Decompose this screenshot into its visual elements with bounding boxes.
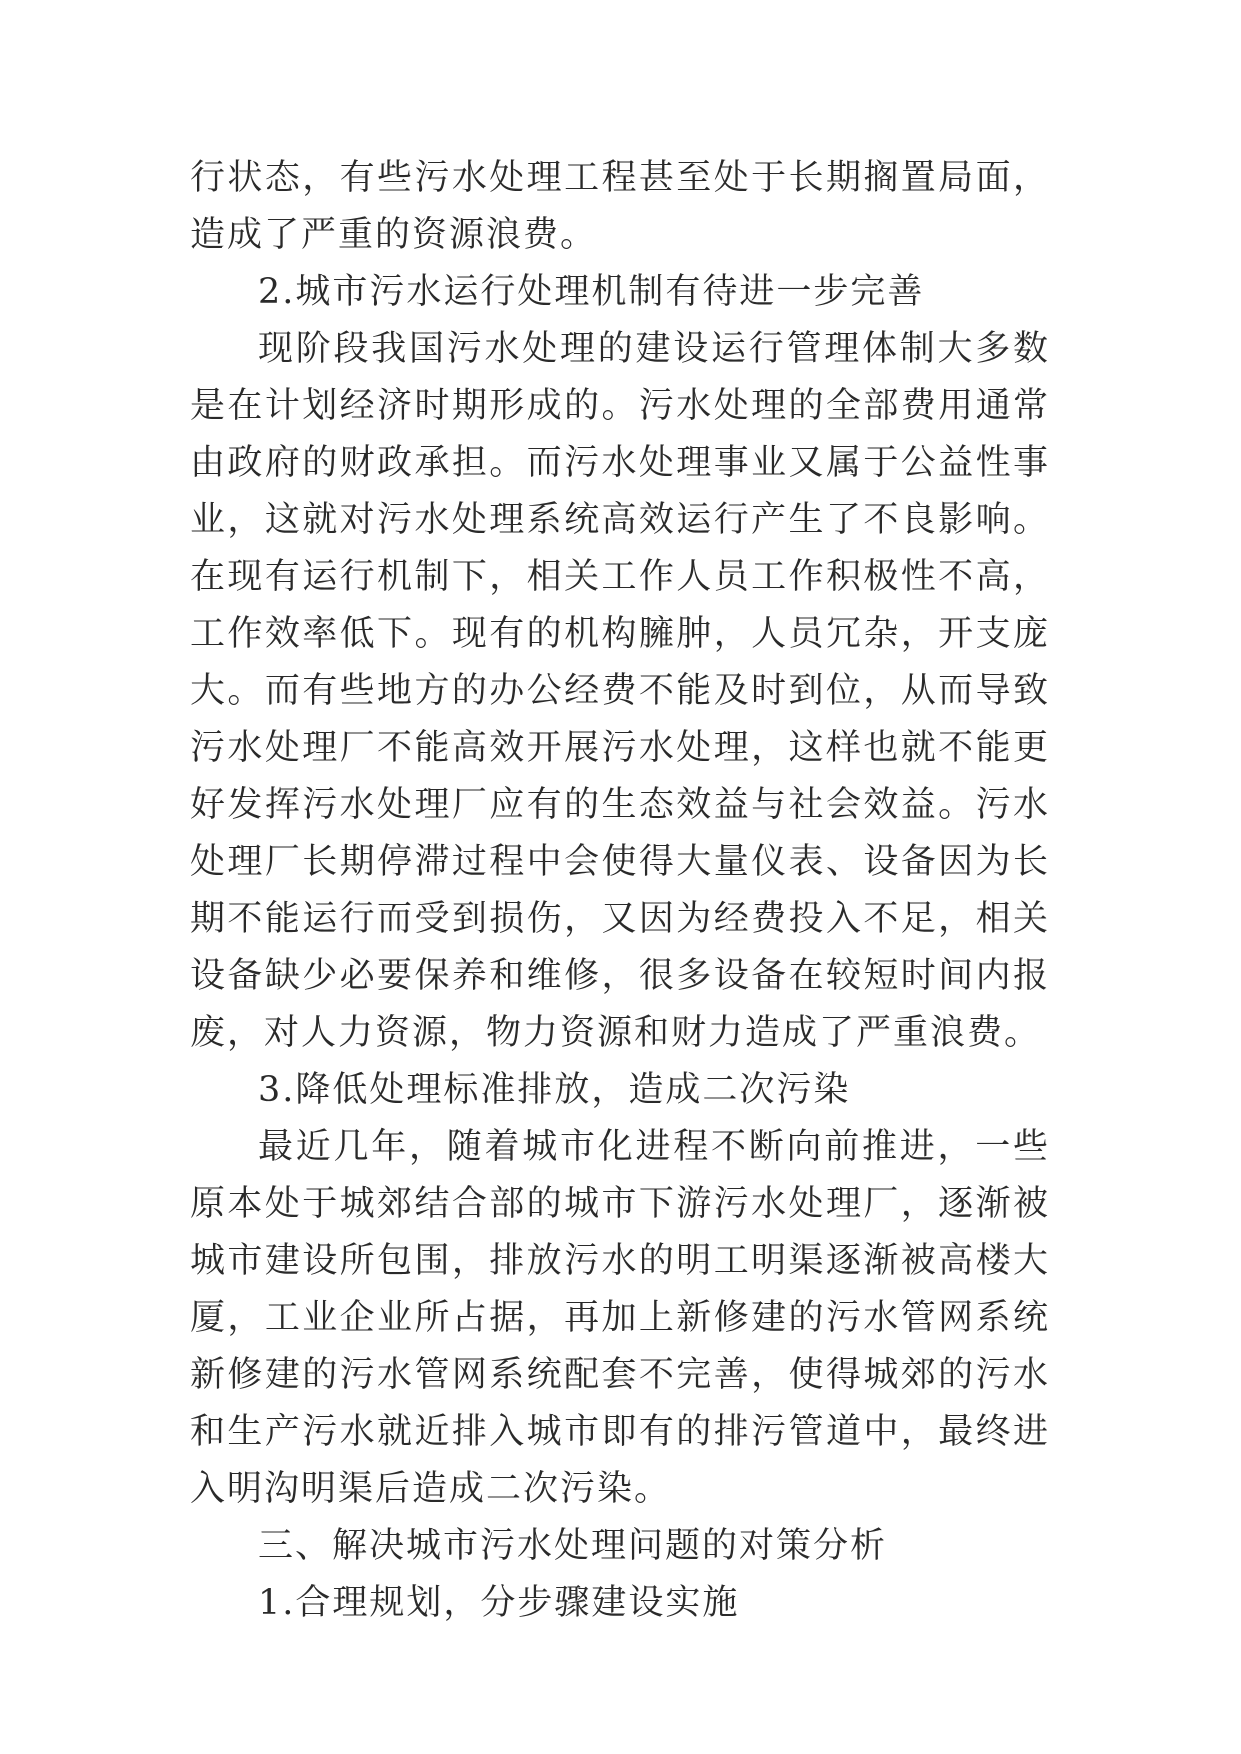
section-heading-3: 3.降低处理标准排放，造成二次污染 — [258, 1070, 851, 1110]
document-body — [190, 150, 1050, 1632]
section-heading-2: 2.城市污水运行处理机制有待进一步完善 — [258, 272, 925, 312]
chapter-heading-3: 三、解决城市污水处理问题的对策分析 — [258, 1526, 888, 1566]
paragraph-pollution: 最近几年，随着城市化进程不断向前推进，一些原本处于城郊结合部的城市下游污水处理厂，逐渐被城市建设所包围，排放污水的明工明渠逐渐被高楼大厦，工业企业所占据，再加上新修建的污水管网系统新修建的污水管网系统配套不完善，使得城郊的污水和生产污水就近排入城市即有的排污管道中，最终进入明沟明渠后造成二次污染。 — [190, 1127, 1050, 1509]
paragraph-mechanism: 现阶段我国污水处理的建设运行管理体制大多数是在计划经济时期形成的。污水处理的全部费用通常由政府的财政承担。而污水处理事业又属于公益性事业，这就对污水处理系统高效运行产生了不良影响。在现有运行机制下，相关工作人员工作积极性不高，工作效率低下。现有的机构臃肿，人员冗杂，开支庞大。而有些地方的办公经费不能及时到位，从而导致污水处理厂不能高效开展污水处理，这样也就不能更好发挥污水处理厂应有的生态效益与社会效益。污水处理厂长期停滞过程中会使得大量仪表、设备因为长期不能运行而受到损伤，又因为经费投入不足，相关设备缺少必要保养和维修，很多设备在较短时间内报废，对人力资源，物力资源和财力造成了严重浪费。 — [190, 329, 1050, 1053]
paragraph-continued: 行状态，有些污水处理工程甚至处于长期搁置局面，造成了严重的资源浪费。 — [190, 158, 1050, 255]
section-heading-1: 1.合理规划，分步骤建设实施 — [258, 1583, 740, 1623]
